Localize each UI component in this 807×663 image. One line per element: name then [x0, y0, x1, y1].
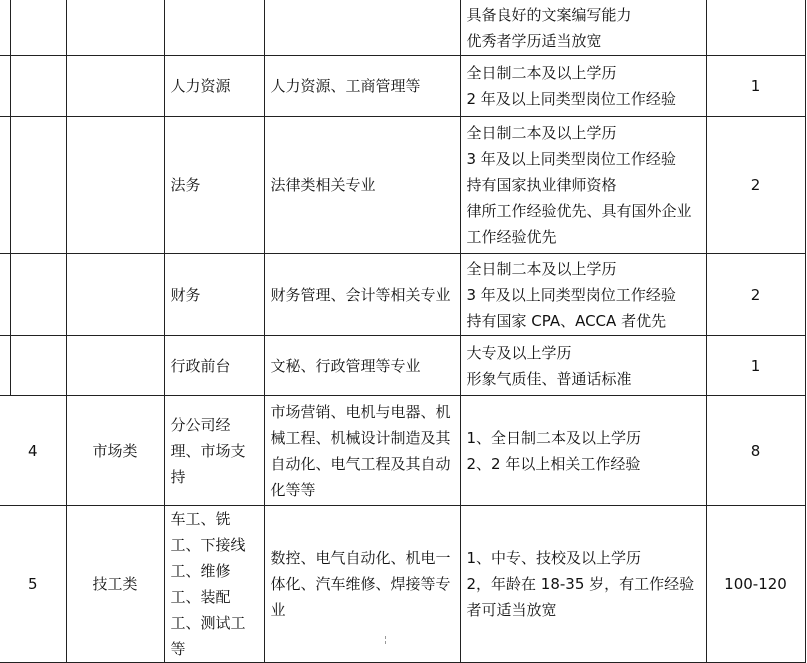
table-row	[0, 506, 805, 663]
count-cell: 1	[706, 336, 805, 396]
position-cell: 财务	[164, 254, 264, 336]
requirements-cell: 全日制二本及以上学历 3 年及以上同类型岗位工作经验 持有国家执业律师资格 律所工作经验优先、具有国外企业 工作经验优先	[460, 117, 706, 254]
table-row	[0, 254, 805, 336]
position-cell: 分公司经理、市场支持	[164, 396, 264, 506]
table-row	[0, 117, 805, 254]
major-cell	[264, 0, 460, 56]
requirements-cell: 大专及以上学历 形象气质佳、普通话标准	[460, 336, 706, 396]
count-cell: 2	[706, 117, 805, 254]
requirements-cell: 全日制二本及以上学历 3 年及以上同类型岗位工作经验 持有国家 CPA、ACCA 者优先	[460, 254, 706, 336]
count-cell: 1	[706, 56, 805, 117]
category-cell: 技工类	[66, 506, 164, 663]
category-cell	[66, 0, 164, 56]
major-cell: 财务管理、会计等相关专业	[264, 254, 460, 336]
position-cell	[164, 0, 264, 56]
count-cell: 2	[706, 254, 805, 336]
table-row	[0, 336, 805, 396]
major-cell: 数控、电气自动化、机电一体化、汽车维修、焊接等专业	[264, 506, 460, 663]
major-cell: 法律类相关专业	[264, 117, 460, 254]
position-cell: 法务	[164, 117, 264, 254]
major-cell: 人力资源、工商管理等	[264, 56, 460, 117]
table-row	[0, 56, 805, 117]
requirements-cell: 1、全日制二本及以上学历 2、2 年以上相关工作经验	[460, 396, 706, 506]
count-cell	[706, 0, 805, 56]
requirements-cell: 1、中专、技校及以上学历 2，年龄在 18-35 岁，有工作经验者可适当放宽	[460, 506, 706, 663]
table-row	[0, 396, 805, 506]
major-cell: 市场营销、电机与电器、机械工程、机械设计制造及其自动化、电气工程及其自动化等等	[264, 396, 460, 506]
major-cell: 文秘、行政管理等专业	[264, 336, 460, 396]
page-seam	[385, 636, 387, 644]
count-cell: 100-120	[706, 506, 805, 663]
position-cell: 行政前台	[164, 336, 264, 396]
requirements-cell: 具备良好的文案编写能力 优秀者学历适当放宽	[460, 0, 706, 56]
number-cell	[10, 0, 66, 56]
category-cell: 市场类	[66, 396, 164, 506]
number-cell: 5	[0, 506, 66, 663]
requirements-cell: 全日制二本及以上学历 2 年及以上同类型岗位工作经验	[460, 56, 706, 117]
table-row	[0, 0, 805, 56]
position-cell: 人力资源	[164, 56, 264, 117]
position-cell: 车工、铣工、下接线工、维修工、装配工、测试工等	[164, 506, 264, 663]
number-cell: 4	[0, 396, 66, 506]
count-cell: 8	[706, 396, 805, 506]
